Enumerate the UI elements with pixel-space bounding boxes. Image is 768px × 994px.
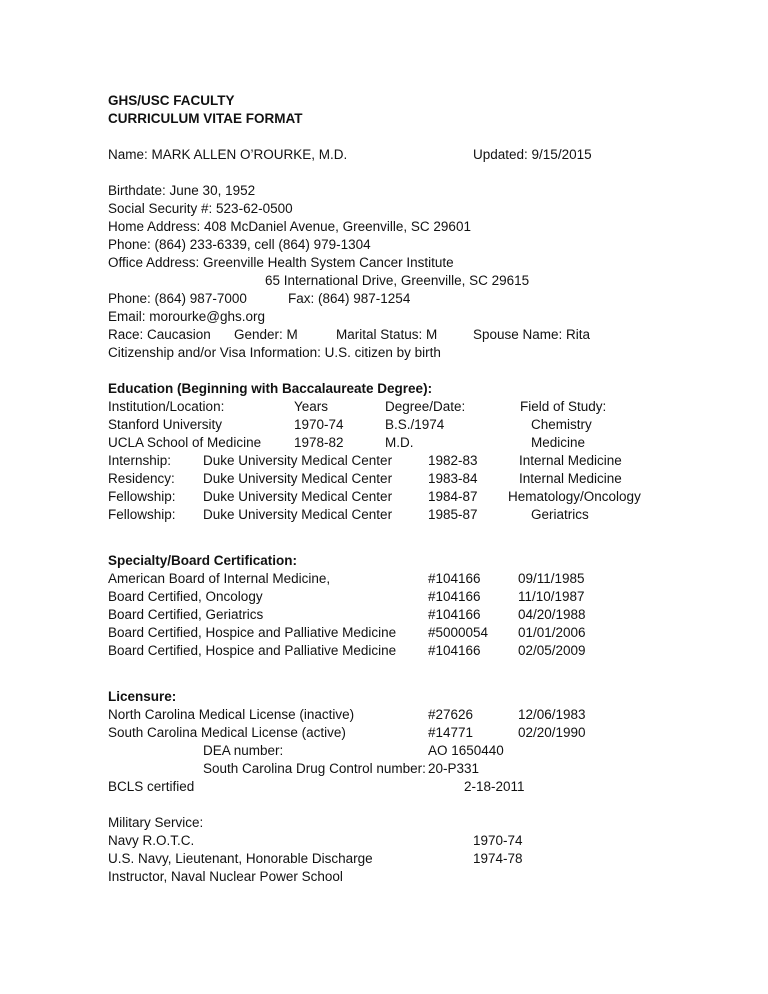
drug-control-label: South Carolina Drug Control number:	[203, 761, 426, 776]
license-sc-number: #14771	[428, 725, 474, 740]
training-type: Fellowship:	[108, 489, 176, 504]
cert-number: #104166	[428, 643, 481, 658]
citizenship: Citizenship and/or Visa Information: U.S. citizen by birth	[108, 345, 441, 360]
edu-years: 1978-82	[294, 435, 344, 450]
certification-heading: Specialty/Board Certification:	[108, 553, 298, 568]
edu-field: Chemistry	[531, 417, 592, 432]
cert-date: 09/11/1985	[518, 571, 585, 586]
license-nc-date: 12/06/1983	[518, 707, 586, 722]
home-phone: Phone: (864) 233-6339, cell (864) 979-1304	[108, 237, 371, 252]
cert-number: #104166	[428, 607, 481, 622]
cert-number: #104166	[428, 571, 481, 586]
military-years: 1970-74	[473, 833, 523, 848]
training-field: Hematology/Oncology	[508, 489, 641, 504]
license-sc-name: South Carolina Medical License (active)	[108, 725, 346, 740]
training-type: Residency:	[108, 471, 175, 486]
doc-header-line2: CURRICULUM VITAE FORMAT	[108, 111, 303, 126]
training-years: 1985-87	[428, 507, 478, 522]
drug-control-number: 20-P331	[428, 761, 480, 776]
bcls-label: BCLS certified	[108, 779, 195, 794]
dea-number: AO 1650440	[428, 743, 504, 758]
license-nc-name: North Carolina Medical License (inactive)	[108, 707, 355, 722]
edu-field: Medicine	[531, 435, 586, 450]
marital-status: Marital Status: M	[336, 327, 438, 342]
training-type: Fellowship:	[108, 507, 176, 522]
doc-header-line1: GHS/USC FACULTY	[108, 93, 235, 108]
dea-label: DEA number:	[203, 743, 284, 758]
gender: Gender: M	[234, 327, 298, 342]
license-sc-date: 02/20/1990	[518, 725, 586, 740]
office-phone: Phone: (864) 987-7000	[108, 291, 247, 306]
training-field: Geriatrics	[531, 507, 589, 522]
edu-degree: B.S./1974	[385, 417, 445, 432]
edu-col-institution: Institution/Location:	[108, 399, 225, 414]
cert-date: 11/10/1987	[518, 589, 585, 604]
military-years: 1974-78	[473, 851, 523, 866]
training-field: Internal Medicine	[519, 471, 622, 486]
training-institution: Duke University Medical Center	[203, 471, 393, 486]
cert-name: Board Certified, Geriatrics	[108, 607, 264, 622]
training-institution: Duke University Medical Center	[203, 453, 393, 468]
licensure-heading: Licensure:	[108, 689, 177, 704]
education-heading: Education (Beginning with Baccalaureate Degree):	[108, 381, 433, 396]
cert-number: #104166	[428, 589, 481, 604]
training-type: Internship:	[108, 453, 172, 468]
edu-years: 1970-74	[294, 417, 344, 432]
edu-col-field: Field of Study:	[520, 399, 607, 414]
spouse-name: Spouse Name: Rita	[473, 327, 591, 342]
training-years: 1982-83	[428, 453, 478, 468]
edu-institution: UCLA School of Medicine	[108, 435, 262, 450]
military-heading: Military Service:	[108, 815, 204, 830]
training-years: 1983-84	[428, 471, 478, 486]
bcls-date: 2-18-2011	[464, 779, 525, 794]
cert-date: 02/05/2009	[518, 643, 586, 658]
training-field: Internal Medicine	[519, 453, 622, 468]
training-institution: Duke University Medical Center	[203, 489, 393, 504]
cert-number: #5000054	[428, 625, 489, 640]
cert-name: American Board of Internal Medicine,	[108, 571, 331, 586]
edu-institution: Stanford University	[108, 417, 223, 432]
name-line: Name: MARK ALLEN O’ROURKE, M.D.	[108, 147, 348, 162]
license-nc-number: #27626	[428, 707, 474, 722]
race: Race: Caucasion	[108, 327, 211, 342]
training-institution: Duke University Medical Center	[203, 507, 393, 522]
cert-name: Board Certified, Hospice and Palliative Medicine	[108, 625, 397, 640]
office-fax: Fax: (864) 987-1254	[288, 291, 411, 306]
office-address-2: 65 International Drive, Greenville, SC 29615	[265, 273, 530, 288]
birthdate: Birthdate: June 30, 1952	[108, 183, 256, 198]
military-item: U.S. Navy, Lieutenant, Honorable Discharge	[108, 851, 373, 866]
office-address: Office Address: Greenville Health System Cancer Institute	[108, 255, 454, 270]
cert-date: 04/20/1988	[518, 607, 586, 622]
training-years: 1984-87	[428, 489, 478, 504]
military-item: Navy R.O.T.C.	[108, 833, 195, 848]
home-address: Home Address: 408 McDaniel Avenue, Greenville, SC 29601	[108, 219, 471, 234]
ssn: Social Security #: 523-62-0500	[108, 201, 293, 216]
email: Email: morourke@ghs.org	[108, 309, 266, 324]
cert-name: Board Certified, Oncology	[108, 589, 263, 604]
updated-date: Updated: 9/15/2015	[473, 147, 592, 162]
edu-col-years: Years	[294, 399, 329, 414]
cert-date: 01/01/2006	[518, 625, 586, 640]
military-item: Instructor, Naval Nuclear Power School	[108, 869, 343, 884]
cert-name: Board Certified, Hospice and Palliative Medicine	[108, 643, 397, 658]
edu-degree: M.D.	[385, 435, 414, 450]
edu-col-degree: Degree/Date:	[385, 399, 466, 414]
